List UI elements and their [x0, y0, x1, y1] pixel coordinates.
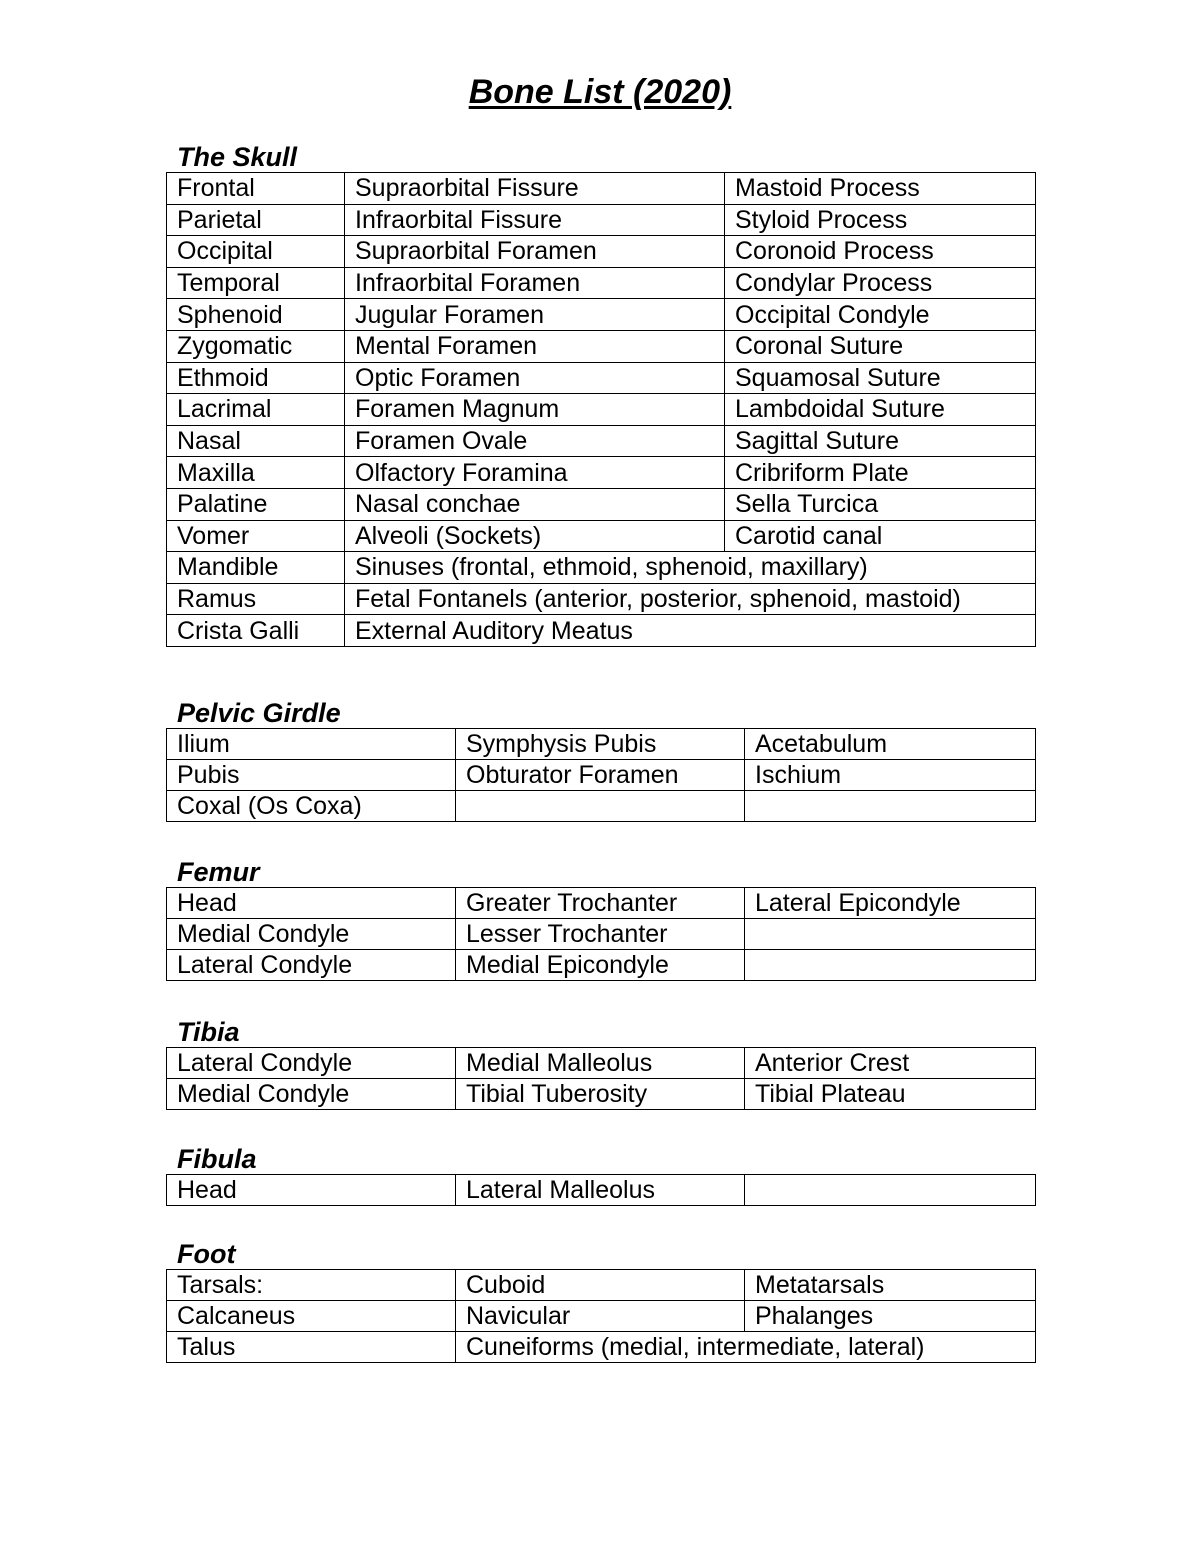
table-row	[167, 1332, 1036, 1363]
table-cell: Navicular	[456, 1301, 745, 1332]
fibula-heading: Fibula	[177, 1144, 257, 1174]
table-cell: External Auditory Meatus	[345, 615, 1036, 647]
table-row	[167, 457, 1036, 489]
table-row	[167, 330, 1036, 362]
table-row	[167, 760, 1036, 791]
table-row	[167, 173, 1036, 205]
table-cell: Sella Turcica	[725, 488, 1036, 520]
table-cell: Olfactory Foramina	[345, 457, 725, 489]
table-cell: Ramus	[167, 583, 345, 615]
table-cell: Fetal Fontanels (anterior, posterior, sphenoid, mastoid)	[345, 583, 1036, 615]
table-cell	[745, 1175, 1036, 1206]
table-cell	[456, 791, 745, 822]
fibula-table	[166, 1174, 1036, 1206]
table-cell: Temporal	[167, 267, 345, 299]
tibia-table	[166, 1047, 1036, 1110]
table-cell: Crista Galli	[167, 615, 345, 647]
table-cell: Maxilla	[167, 457, 345, 489]
table-cell: Cuboid	[456, 1270, 745, 1301]
table-row	[167, 791, 1036, 822]
table-row	[167, 236, 1036, 268]
table-cell: Symphysis Pubis	[456, 729, 745, 760]
table-cell: Metatarsals	[745, 1270, 1036, 1301]
table-cell: Nasal	[167, 425, 345, 457]
table-cell: Tarsals:	[167, 1270, 456, 1301]
table-cell: Medial Epicondyle	[456, 950, 745, 981]
table-cell: Lateral Malleolus	[456, 1175, 745, 1206]
table-cell: Talus	[167, 1332, 456, 1363]
table-cell: Frontal	[167, 173, 345, 205]
table-cell: Infraorbital Fissure	[345, 204, 725, 236]
table-cell: Foramen Magnum	[345, 394, 725, 426]
table-cell: Coxal (Os Coxa)	[167, 791, 456, 822]
table-cell: Ischium	[745, 760, 1036, 791]
foot-table	[166, 1269, 1036, 1363]
table-row	[167, 615, 1036, 647]
table-cell: Sinuses (frontal, ethmoid, sphenoid, maxillary)	[345, 552, 1036, 584]
table-row	[167, 394, 1036, 426]
table-cell: Supraorbital Foramen	[345, 236, 725, 268]
table-cell: Acetabulum	[745, 729, 1036, 760]
femur-heading: Femur	[177, 857, 260, 887]
table-cell: Mental Foramen	[345, 330, 725, 362]
fibula-section	[166, 1144, 1035, 1206]
table-cell: Phalanges	[745, 1301, 1036, 1332]
tibia-section	[166, 1017, 1035, 1110]
table-row	[167, 425, 1036, 457]
table-row	[167, 1270, 1036, 1301]
table-cell: Calcaneus	[167, 1301, 456, 1332]
table-row	[167, 729, 1036, 760]
table-cell: Anterior Crest	[745, 1048, 1036, 1079]
table-cell: Lambdoidal Suture	[725, 394, 1036, 426]
table-cell: Medial Condyle	[167, 919, 456, 950]
table-cell: Tibial Tuberosity	[456, 1079, 745, 1110]
skull-heading: The Skull	[177, 142, 298, 172]
table-cell: Zygomatic	[167, 330, 345, 362]
table-row	[167, 488, 1036, 520]
femur-section	[166, 857, 1035, 981]
table-cell: Occipital	[167, 236, 345, 268]
table-cell: Vomer	[167, 520, 345, 552]
table-row	[167, 362, 1036, 394]
page-title: Bone List (2020)	[468, 73, 732, 111]
table-row	[167, 552, 1036, 584]
table-cell: Sagittal Suture	[725, 425, 1036, 457]
table-cell: Lateral Condyle	[167, 950, 456, 981]
table-row	[167, 583, 1036, 615]
table-row	[167, 1048, 1036, 1079]
table-row	[167, 950, 1036, 981]
table-cell: Medial Condyle	[167, 1079, 456, 1110]
table-cell: Medial Malleolus	[456, 1048, 745, 1079]
table-cell: Ilium	[167, 729, 456, 760]
table-row	[167, 204, 1036, 236]
femur-table	[166, 887, 1036, 981]
table-cell: Obturator Foramen	[456, 760, 745, 791]
table-cell: Optic Foramen	[345, 362, 725, 394]
table-cell: Cribriform Plate	[725, 457, 1036, 489]
table-cell: Supraorbital Fissure	[345, 173, 725, 205]
table-cell: Infraorbital Foramen	[345, 267, 725, 299]
table-cell: Cuneiforms (medial, intermediate, lateral)	[456, 1332, 1036, 1363]
skull-section	[166, 142, 1035, 647]
table-cell: Head	[167, 888, 456, 919]
table-cell: Ethmoid	[167, 362, 345, 394]
table-cell: Mandible	[167, 552, 345, 584]
table-cell: Occipital Condyle	[725, 299, 1036, 331]
table-row	[167, 299, 1036, 331]
table-cell: Squamosal Suture	[725, 362, 1036, 394]
table-cell: Lacrimal	[167, 394, 345, 426]
table-row	[167, 888, 1036, 919]
table-cell: Greater Trochanter	[456, 888, 745, 919]
table-cell: Lateral Condyle	[167, 1048, 456, 1079]
foot-section	[166, 1239, 1035, 1363]
table-row	[167, 520, 1036, 552]
pelvic-girdle-heading: Pelvic Girdle	[177, 698, 341, 728]
table-cell: Head	[167, 1175, 456, 1206]
table-cell: Nasal conchae	[345, 488, 725, 520]
skull-table	[166, 172, 1036, 647]
foot-heading: Foot	[177, 1239, 236, 1269]
table-cell: Jugular Foramen	[345, 299, 725, 331]
table-cell	[745, 950, 1036, 981]
table-row	[167, 267, 1036, 299]
table-row	[167, 1079, 1036, 1110]
table-cell: Lesser Trochanter	[456, 919, 745, 950]
table-cell: Lateral Epicondyle	[745, 888, 1036, 919]
pelvic-girdle-section	[166, 698, 1035, 822]
table-cell: Sphenoid	[167, 299, 345, 331]
table-cell: Mastoid Process	[725, 173, 1036, 205]
table-cell: Condylar Process	[725, 267, 1036, 299]
table-cell: Styloid Process	[725, 204, 1036, 236]
table-cell	[745, 919, 1036, 950]
table-cell: Carotid canal	[725, 520, 1036, 552]
pelvic-girdle-table	[166, 728, 1036, 822]
table-row	[167, 1301, 1036, 1332]
table-cell	[745, 791, 1036, 822]
table-row	[167, 1175, 1036, 1206]
table-cell: Coronoid Process	[725, 236, 1036, 268]
table-cell: Tibial Plateau	[745, 1079, 1036, 1110]
table-cell: Foramen Ovale	[345, 425, 725, 457]
table-cell: Pubis	[167, 760, 456, 791]
tibia-heading: Tibia	[177, 1017, 240, 1047]
table-cell: Alveoli (Sockets)	[345, 520, 725, 552]
table-row	[167, 919, 1036, 950]
table-cell: Parietal	[167, 204, 345, 236]
table-cell: Coronal Suture	[725, 330, 1036, 362]
table-cell: Palatine	[167, 488, 345, 520]
